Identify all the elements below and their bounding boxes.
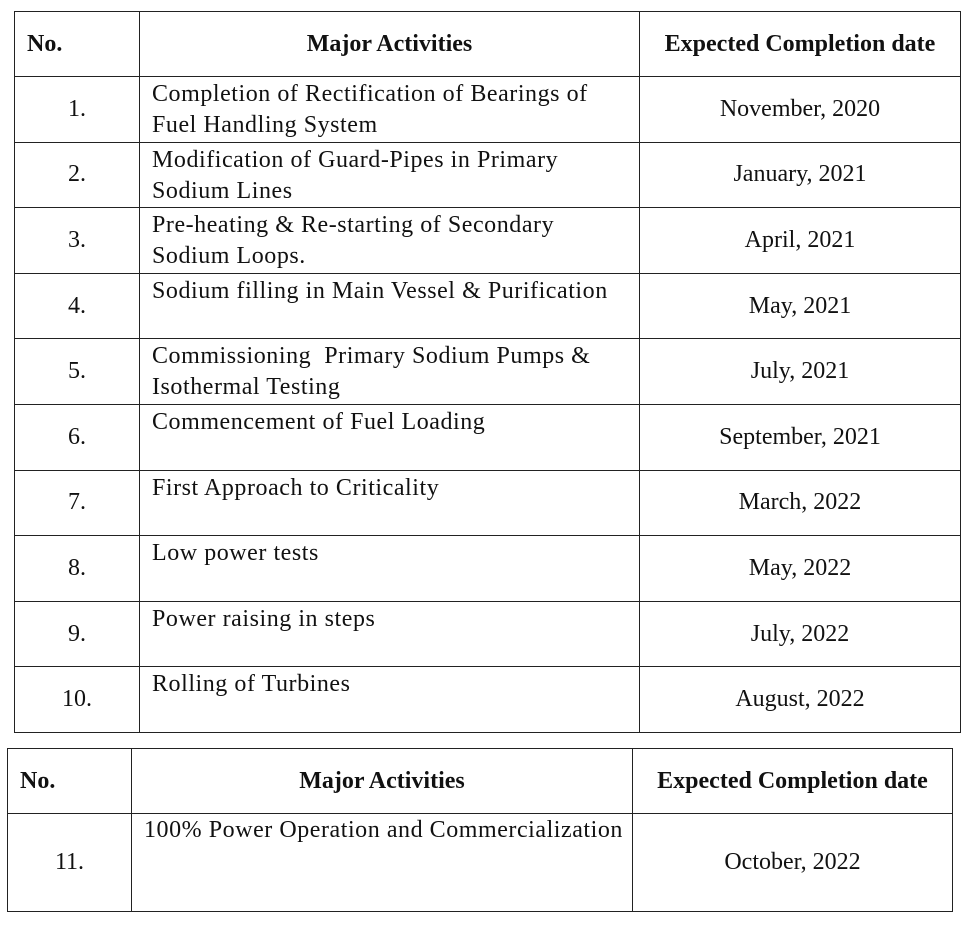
row-activity: Completion of Rectification of Bearings of Fuel Handling System	[140, 77, 640, 143]
header-no: No.	[8, 749, 132, 814]
table-header-row	[8, 749, 953, 814]
table-row	[15, 536, 961, 602]
row-number: 10.	[15, 667, 140, 733]
row-number: 4.	[15, 273, 140, 339]
schedule-table-main	[14, 11, 961, 733]
row-date: July, 2022	[640, 601, 961, 667]
row-number: 8.	[15, 536, 140, 602]
row-date: November, 2020	[640, 77, 961, 143]
row-number: 3.	[15, 208, 140, 274]
header-activities: Major Activities	[132, 749, 633, 814]
table-row	[15, 208, 961, 274]
row-number: 11.	[8, 814, 132, 912]
header-date: Expected Completion date	[633, 749, 953, 814]
row-date: March, 2022	[640, 470, 961, 536]
header-date: Expected Completion date	[640, 12, 961, 77]
row-activity: 100% Power Operation and Commercialization	[132, 814, 633, 912]
row-activity: Modification of Guard-Pipes in Primary Sodium Lines	[140, 142, 640, 208]
table-row	[15, 77, 961, 143]
table-row	[15, 667, 961, 733]
schedule-table-continued	[7, 748, 953, 912]
row-activity: Commissioning Primary Sodium Pumps & Isothermal Testing	[140, 339, 640, 405]
row-activity: Power raising in steps	[140, 601, 640, 667]
table-row	[8, 814, 953, 912]
table-row	[15, 601, 961, 667]
table-row	[15, 470, 961, 536]
row-date: May, 2021	[640, 273, 961, 339]
row-number: 2.	[15, 142, 140, 208]
row-activity: Commencement of Fuel Loading	[140, 404, 640, 470]
row-activity: Sodium filling in Main Vessel & Purification	[140, 273, 640, 339]
row-number: 1.	[15, 77, 140, 143]
row-number: 9.	[15, 601, 140, 667]
row-date: October, 2022	[633, 814, 953, 912]
row-activity: Low power tests	[140, 536, 640, 602]
row-activity: First Approach to Criticality	[140, 470, 640, 536]
row-date: August, 2022	[640, 667, 961, 733]
header-no: No.	[15, 12, 140, 77]
row-date: January, 2021	[640, 142, 961, 208]
row-number: 5.	[15, 339, 140, 405]
table-row	[15, 273, 961, 339]
table-row	[15, 404, 961, 470]
row-date: September, 2021	[640, 404, 961, 470]
row-activity: Pre-heating & Re-starting of Secondary Sodium Loops.	[140, 208, 640, 274]
row-number: 6.	[15, 404, 140, 470]
table-header-row	[15, 12, 961, 77]
row-activity: Rolling of Turbines	[140, 667, 640, 733]
table-row	[15, 142, 961, 208]
row-date: April, 2021	[640, 208, 961, 274]
header-activities: Major Activities	[140, 12, 640, 77]
table-row	[15, 339, 961, 405]
row-date: May, 2022	[640, 536, 961, 602]
row-number: 7.	[15, 470, 140, 536]
row-date: July, 2021	[640, 339, 961, 405]
